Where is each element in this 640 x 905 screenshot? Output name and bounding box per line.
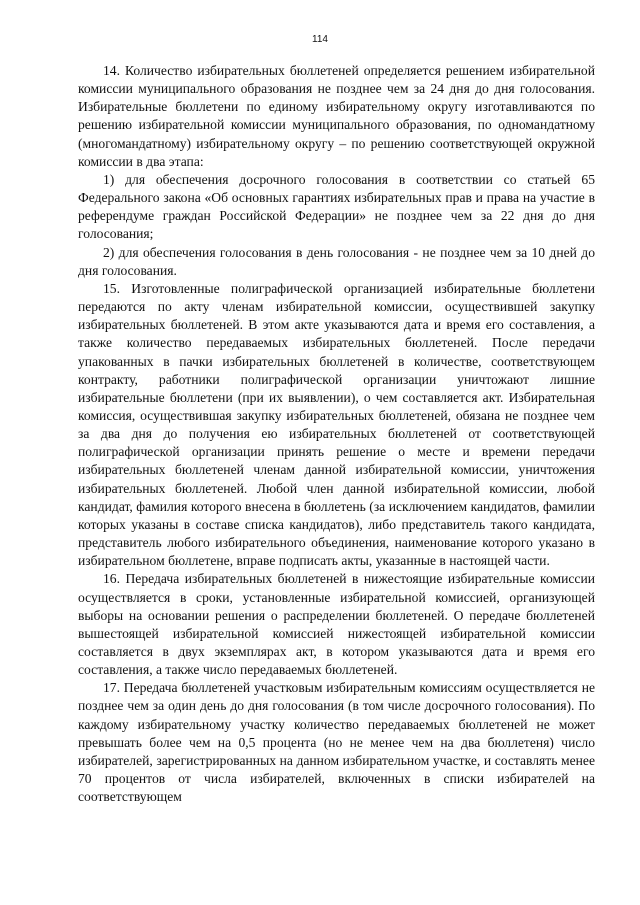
document-body (78, 62, 595, 806)
paragraph-16: 16. Передача избирательных бюллетеней в нижестоящие избирательные комиссии осуществляется в сроки, установленные избирательной комиссией, организующей выборы на основании решения о распределении бюллетеней. О передаче бюллетеней вышестоящей избирательной комиссией нижестоящей избирательной комиссии составляется в двух экземплярах акт, в котором указываются дата и время его составления, а также число передаваемых бюллетеней. (78, 571, 595, 678)
paragraph-14-item-1: 1) для обеспечения досрочного голосования в соответствии со статьей 65 Федерального закона «Об основных гарантиях избирательных прав и права на участие в референдуме граждан Российской Федерации» не позднее чем за 22 дня до дня голосования; (78, 171, 595, 242)
paragraph-14: 14. Количество избирательных бюллетеней определяется решением избирательной комиссии муниципального образования не позднее чем за 24 дня до дня голосования. Избирательные бюллетени по единому избирательному округу изготавливаются по решению избирательной комиссии муниципального образования, по одномандатному (многомандатному) избирательному округу – по решению соответствующей окружной комиссии в два этапа: (78, 63, 595, 169)
paragraph-14-item-2: 2) для обеспечения голосования в день голосования - не позднее чем за 10 дней до дня голосования. (78, 244, 595, 278)
paragraph-15: 15. Изготовленные полиграфической организацией избирательные бюллетени передаются по акту членам избирательной комиссии, осуществившей закупку избирательных бюллетеней. В этом акте указываются дата и время его составления, а также количество передаваемых избирательных бюллетеней. После передачи упакованных в пачки избирательных бюллетеней в количестве, соответствующем контракту, работники полиграфической организации уничтожают лишние избирательные бюллетени (при их выявлении), о чем составляется акт. Избирательная комиссия, осуществившая закупку избирательных бюллетеней, обязана не позднее чем за два дня до получения ею избирательных бюллетеней от соответствующей полиграфической организации принять решение о месте и времени передачи избирательных бюллетеней членам данной избирательной комиссии, уничтожения избирательных бюллетеней. Любой член данной избирательной комиссии, любой кандидат, фамилия которого внесена в бюллетень (за исключением кандидатов, фамилии которых указаны в составе списка кандидатов), либо представитель такого кандидата, представитель любого избирательного объединения, наименование которого указано в избирательном бюллетене, вправе подписать акты, указанные в настоящей части. (78, 280, 595, 569)
page-number: 114 (312, 34, 328, 45)
paragraph-17: 17. Передача бюллетеней участковым избирательным комиссиям осуществляется не позднее чем за один день до дня голосования (в том числе досрочного голосования). По каждому избирательному участку количество передаваемых бюллетеней не может превышать более чем на 0,5 процента (но не менее чем на два бюллетеня) число избирателей, зарегистрированных на данном избирательном участке, и составлять менее 70 процентов от числа избирателей, включенных в списки избирателей на соответствующем (78, 680, 595, 805)
